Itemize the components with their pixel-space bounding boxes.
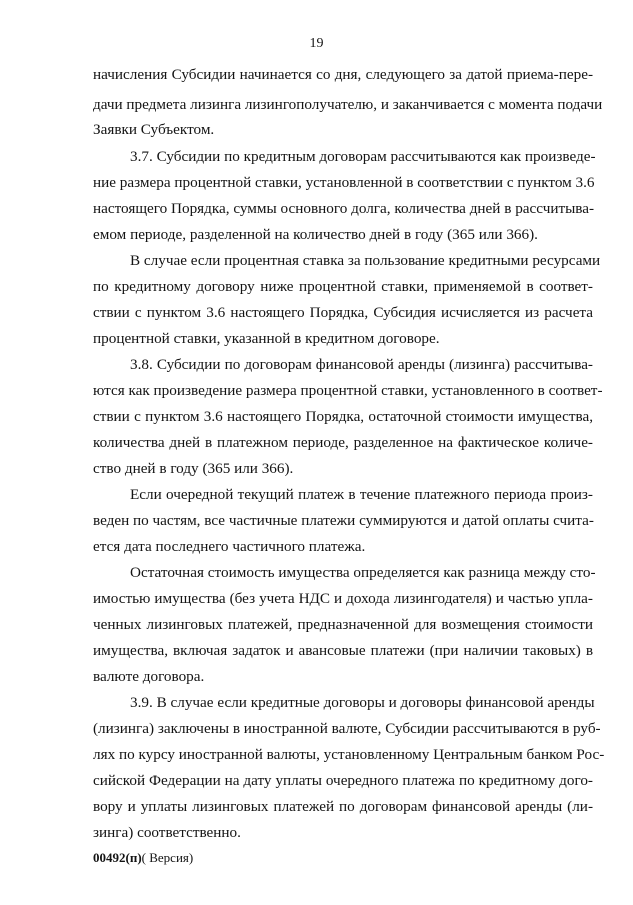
text-line: имущества, включая задаток и авансовые платежи (при наличии таковых) в (93, 642, 593, 659)
text-line: ство дней в году (365 или 366). (93, 460, 294, 477)
text-line: 3.9. В случае если кредитные договоры и договоры финансовой аренды (130, 694, 595, 711)
text-line: ются как произведение размера процентной ставки, установленного в соответ- (93, 382, 603, 399)
text-line: ние размера процентной ставки, установленной в соответствии с пунктом 3.6 (93, 174, 595, 191)
text-line: ствии с пунктом 3.6 настоящего Порядка, остаточной стоимости имущества, (93, 408, 593, 425)
text-line: вору и уплаты лизинговых платежей по договорам финансовой аренды (ли- (93, 798, 593, 815)
text-line: 3.7. Субсидии по кредитным договорам рассчитываются как произведе- (130, 148, 596, 165)
text-line: Если очередной текущий платеж в течение платежного периода произ- (130, 486, 593, 503)
text-line: начисления Субсидии начинается со дня, следующего за датой приема-пере- (93, 66, 593, 83)
document-code: 00492(п) (93, 850, 142, 865)
text-line: настоящего Порядка, суммы основного долга, количества дней в рассчитыва- (93, 200, 595, 217)
text-line: 3.8. Субсидии по договорам финансовой аренды (лизинга) рассчитыва- (130, 356, 593, 373)
text-line: процентной ставки, указанной в кредитном договоре. (93, 330, 440, 347)
page-number: 19 (309, 36, 324, 51)
text-line: емом периоде, разделенной на количество дней в году (365 или 366). (93, 226, 538, 243)
text-line: (лизинга) заключены в иностранной валюте, Субсидии рассчитываются в руб- (93, 720, 601, 737)
text-line: Остаточная стоимость имущества определяется как разница между сто- (130, 564, 596, 581)
text-line: сийской Федерации на дату уплаты очередного платежа по кредитному дого- (93, 772, 593, 789)
text-line: ется дата последнего частичного платежа. (93, 538, 366, 555)
text-line: имостью имущества (без учета НДС и дохода лизингодателя) и частью упла- (93, 590, 593, 607)
text-line: количества дней в платежном периоде, разделенное на фактическое количе- (93, 434, 593, 451)
text-line: зинга) соответственно. (93, 824, 241, 841)
text-line: Заявки Субъектом. (93, 121, 215, 138)
document-footer (93, 850, 193, 866)
document-version: ( Версия) (141, 850, 194, 865)
text-line: веден по частям, все частичные платежи суммируются и датой оплаты счита- (93, 512, 594, 529)
text-line: ченных лизинговых платежей, предназначенной для возмещения стоимости (93, 616, 593, 633)
text-line: дачи предмета лизинга лизингополучателю, и заканчивается с момента подачи (93, 96, 603, 113)
text-line: ствии с пунктом 3.6 настоящего Порядка, Субсидия исчисляется из расчета (93, 304, 593, 321)
text-line: по кредитному договору ниже процентной ставки, применяемой в соответ- (93, 278, 593, 295)
text-line: В случае если процентная ставка за пользование кредитными ресурсами (130, 252, 601, 269)
text-line: валюте договора. (93, 668, 205, 685)
text-line: лях по курсу иностранной валюты, установленному Центральным банком Рос- (93, 746, 605, 763)
